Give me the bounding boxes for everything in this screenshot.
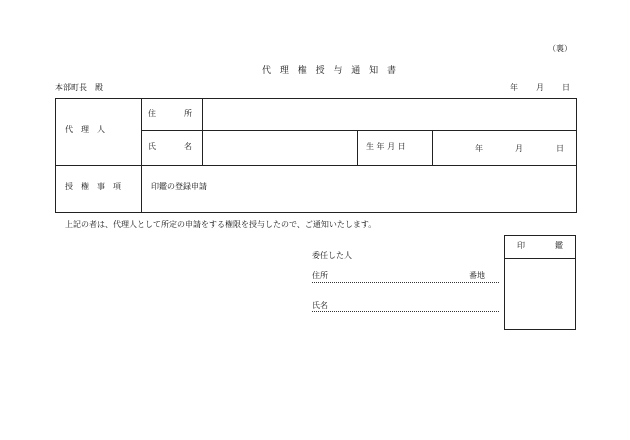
matter-value: 印鑑の登録申請	[151, 182, 207, 191]
matter-label: 授 権 事 項	[65, 182, 121, 191]
seal-label-char-1: 印	[517, 241, 525, 250]
document-title: 代 理 権 授 与 通 知 書	[262, 66, 400, 76]
date-month-label: 月	[536, 83, 544, 92]
name-label-char-1: 氏	[148, 142, 156, 151]
seal-label-char-2: 鑑	[555, 241, 563, 250]
date-year-label: 年	[510, 83, 518, 92]
date-day-label: 日	[562, 83, 570, 92]
agent-label: 代 理 人	[65, 125, 105, 134]
birth-month-label: 月	[515, 144, 523, 153]
side-label: （裏）	[548, 44, 572, 53]
agent-name-field[interactable]	[204, 132, 356, 164]
delegator-address-line[interactable]	[312, 282, 499, 283]
delegator-heading: 委任した人	[312, 251, 352, 260]
seal-box-divider	[504, 258, 576, 259]
agent-address-field[interactable]	[204, 100, 575, 129]
birth-date-label: 生 年 月 日	[366, 142, 406, 151]
birth-day-label: 日	[556, 144, 564, 153]
address-label-char-1: 住	[148, 109, 156, 118]
name-label	[148, 143, 192, 151]
birth-year-label: 年	[475, 144, 483, 153]
birth-date-field[interactable]	[434, 132, 575, 164]
delegator-banchi-label: 番地	[469, 271, 485, 280]
delegator-address-label: 住所	[312, 271, 328, 280]
delegator-name-label: 氏名	[312, 301, 328, 310]
delegator-name-line[interactable]	[312, 311, 499, 312]
address-label-char-2: 所	[184, 109, 192, 118]
notice-text: 上記の者は、代理人として所定の申請をする権限を授与したので、ご通知いたします。	[65, 220, 377, 229]
address-label	[148, 110, 192, 118]
addressee: 本部町長 殿	[55, 83, 103, 92]
seal-label	[517, 242, 563, 250]
name-label-char-2: 名	[184, 142, 192, 151]
